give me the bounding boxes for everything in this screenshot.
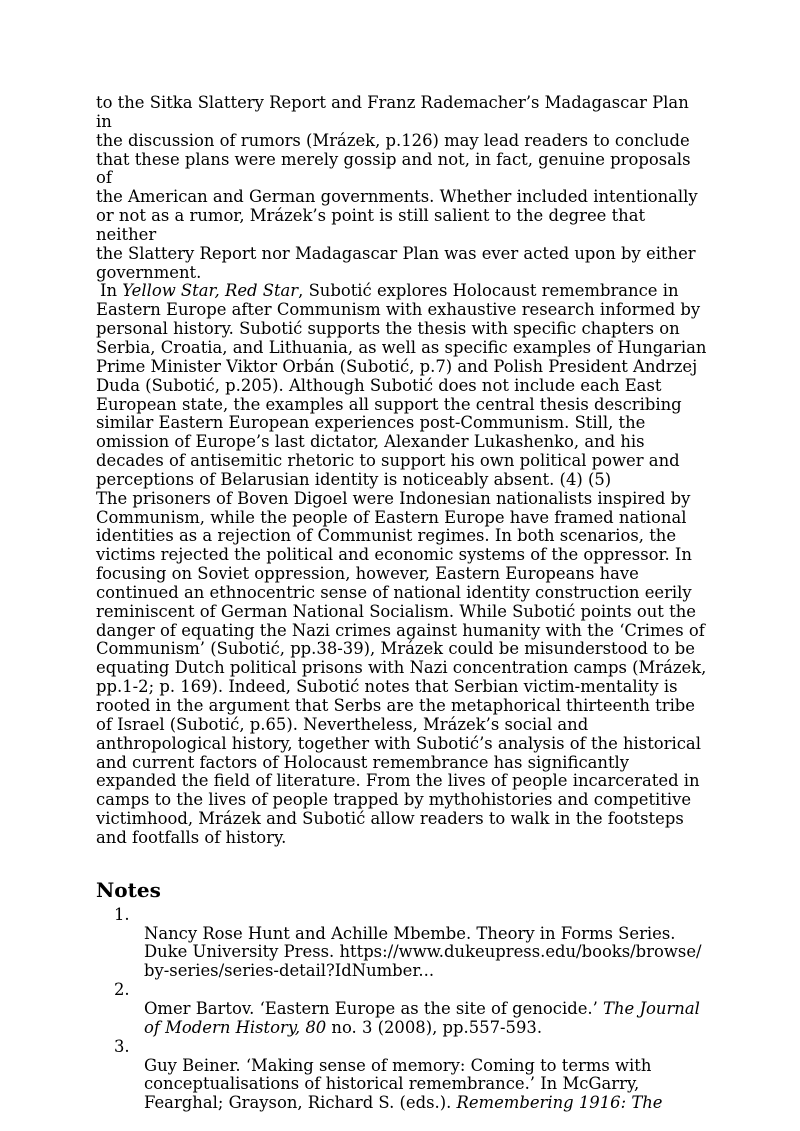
note-number: 1.: [114, 904, 130, 924]
book-title-yellow-star-red-star: Yellow Star, Red Star: [122, 281, 299, 301]
body-paragraph-1: to the Sitka Slattery Report and Franz Rademacher’s Madagascar Plan in the discussion of rumors (Mrázek, p.126) may lead readers to conclude that these plans were merely gossip and not, in fact, genuine proposals of the American and German governments. Whether included intentionally or not as a rumor, Mrázek’s point is still salient to the degree that neither the Slattery Report nor Madagascar Plan was ever acted upon by either government.: [96, 93, 698, 282]
paragraph-2-prefix: In: [100, 281, 123, 301]
note-number: 3.: [114, 1036, 130, 1056]
note-book-title: Remembering 1916: The: [456, 1093, 663, 1113]
note-text-end: no. 3 (2008), pp.557-593.: [326, 1017, 543, 1037]
note-text: Omer Bartov. ‘Eastern Europe as the site of genocide.’: [144, 998, 604, 1018]
note-text: Guy Beiner. ‘Making sense of memory: Coming to terms with conceptualisations of historical remembrance.’ In McGarry, Fearghal; Grayson, Richard S. (eds.).: [144, 1055, 652, 1113]
note-journal-title: The Journal of Modern History, 80: [144, 998, 700, 1037]
document-page: [96, 94, 708, 1113]
note-item-2: [96, 981, 708, 1038]
paragraph-2-text: , Subotić explores Holocaust remembrance in Eastern Europe after Communism with exhaustive research informed by personal history. Subotić supports the thesis with specific chapters on Serbia, Croatia, and Lithuania, as well as specific examples of Hungarian Prime Minister Viktor Orbán (Subotić, p.7) and Polish President Andrzej Duda (Subotić, p.205). Although Subotić does not include each East European state, the examples all support the central thesis describing similar Eastern European experiences post-Communism. Still, the omission of Europe’s last dictator, Alexander Lukashenko, and his decades of antisemitic rhetoric to support his own political power and perceptions of Belarusian identity is noticeably absent. (4) (5): [96, 281, 707, 489]
body-paragraph-2: [96, 282, 708, 489]
notes-heading: Notes: [96, 877, 161, 902]
note-number: 2.: [114, 980, 130, 1000]
note-text: Nancy Rose Hunt and Achille Mbembe. Theory in Forms Series. Duke University Press. https://www.dukeupress.edu/books/browse/ by-series/series-detail?IdNumber...: [144, 923, 702, 981]
note-item-3: [96, 1038, 708, 1113]
note-item-1: [96, 906, 708, 981]
notes-list: [96, 906, 708, 1113]
body-paragraph-3: The prisoners of Boven Digoel were Indonesian nationalists inspired by Communism, while the people of Eastern Europe have framed national identities as a rejection of Communist regimes. In both scenarios, the victims rejected the political and economic systems of the oppressor. In focusing on Soviet oppression, however, Eastern Europeans have continued an ethnocentric sense of national identity construction eerily reminiscent of German National Socialism. While Subotić points out the danger of equating the Nazi crimes against humanity with the ‘Crimes of Communism’ (Subotić, pp.38-39), Mrázek could be misunderstood to be equating Dutch political prisons with Nazi concentration camps (Mrázek, pp.1-2; p. 169). Indeed, Subotić notes that Serbian victim-mentality is rooted in the argument that Serbs are the metaphorical thirteenth tribe of Israel (Subotić, p.65). Nevertheless, Mrázek’s social and anthropological history, together with Subotić’s analysis of the historical and current factors of Holocaust remembrance has significantly expanded the field of literature. From the lives of people incarcerated in camps to the lives of people trapped by mythohistories and competitive victimhood, Mrázek and Subotić allow readers to walk in the footsteps and footfalls of history.: [96, 488, 707, 847]
